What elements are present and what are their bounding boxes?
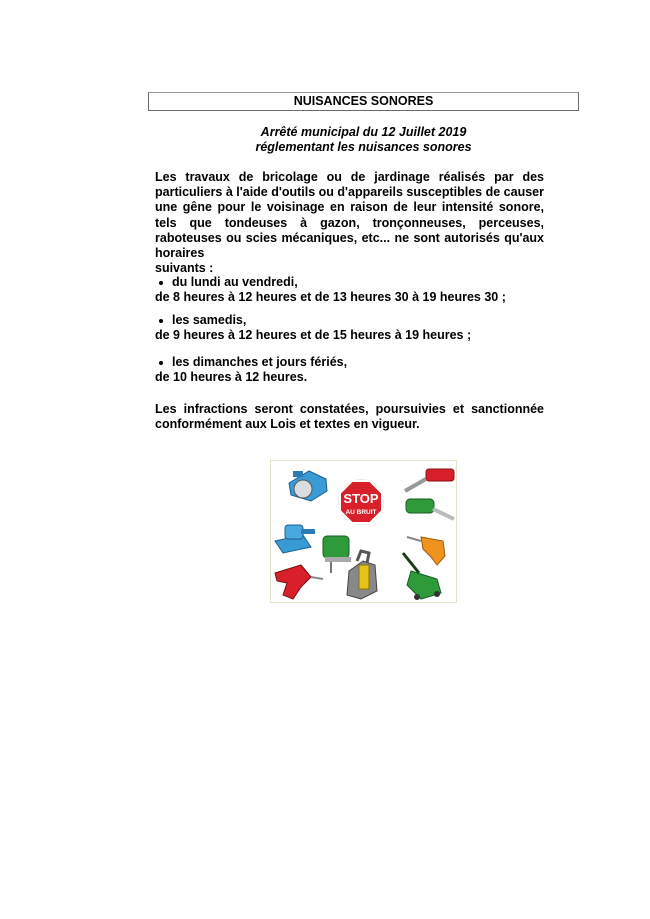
- closing-paragraph: [155, 402, 544, 432]
- schedule-days: du lundi au vendredi,: [172, 275, 298, 289]
- intro-text: Les travaux de bricolage ou de jardinage réalisés par des particuliers à l'aide d'outils ou d'appareils susceptibles de causer une gêne pour le voisinage en raison de leur intensité sonore, tels que tondeuses à gazon, tronçonneuses, perceuses, raboteuses ou scies mécaniques, etc... ne sont autorisés qu'aux horaires: [155, 170, 544, 261]
- subtitle-line-2: réglementant les nuisances sonores: [255, 140, 472, 154]
- pressure-washer-icon: [347, 551, 377, 599]
- sander-icon: [275, 525, 315, 553]
- schedule-weekdays: [155, 275, 555, 305]
- svg-text:STOP: STOP: [343, 491, 379, 506]
- noise-tools-illustration: [270, 460, 457, 603]
- circular-saw-icon: [289, 471, 327, 501]
- schedule-hours: de 8 heures à 12 heures et de 13 heures 30 à 19 heures 30 ;: [155, 290, 506, 305]
- tools-clipart-icon: [271, 461, 456, 602]
- svg-text:AU BRUIT: AU BRUIT: [345, 509, 377, 516]
- schedule-hours: de 9 heures à 12 heures et de 15 heures à 19 heures ;: [155, 328, 472, 343]
- schedule-days: les dimanches et jours fériés,: [172, 355, 348, 369]
- bullet-icon: [159, 319, 163, 323]
- stop-sign-icon: [338, 479, 384, 525]
- document-title: NUISANCES SONORES: [148, 92, 579, 111]
- closing-last-line: conformément aux Lois et textes en vigueur.: [155, 417, 420, 432]
- closing-text: Les infractions seront constatées, poursuivies et sanctionnée: [155, 402, 544, 416]
- schedule-hours: de 10 heures à 12 heures.: [155, 370, 308, 385]
- schedule-days: les samedis,: [172, 313, 247, 327]
- jigsaw-icon: [323, 536, 351, 573]
- chainsaw-icon: [405, 469, 454, 491]
- bullet-icon: [159, 281, 163, 285]
- bullet-icon: [159, 361, 163, 365]
- intro-last-line: suivants :: [155, 261, 214, 276]
- drill-orange-icon: [407, 537, 445, 565]
- subtitle-line-1: Arrêté municipal du 12 Juillet 2019: [260, 125, 467, 139]
- hedge-trimmer-icon: [406, 499, 454, 519]
- schedule-saturdays: [155, 313, 555, 343]
- schedule-sundays-holidays: [155, 355, 555, 385]
- drill-red-icon: [275, 565, 323, 599]
- intro-paragraph: [155, 170, 544, 276]
- decree-subtitle: [148, 125, 579, 155]
